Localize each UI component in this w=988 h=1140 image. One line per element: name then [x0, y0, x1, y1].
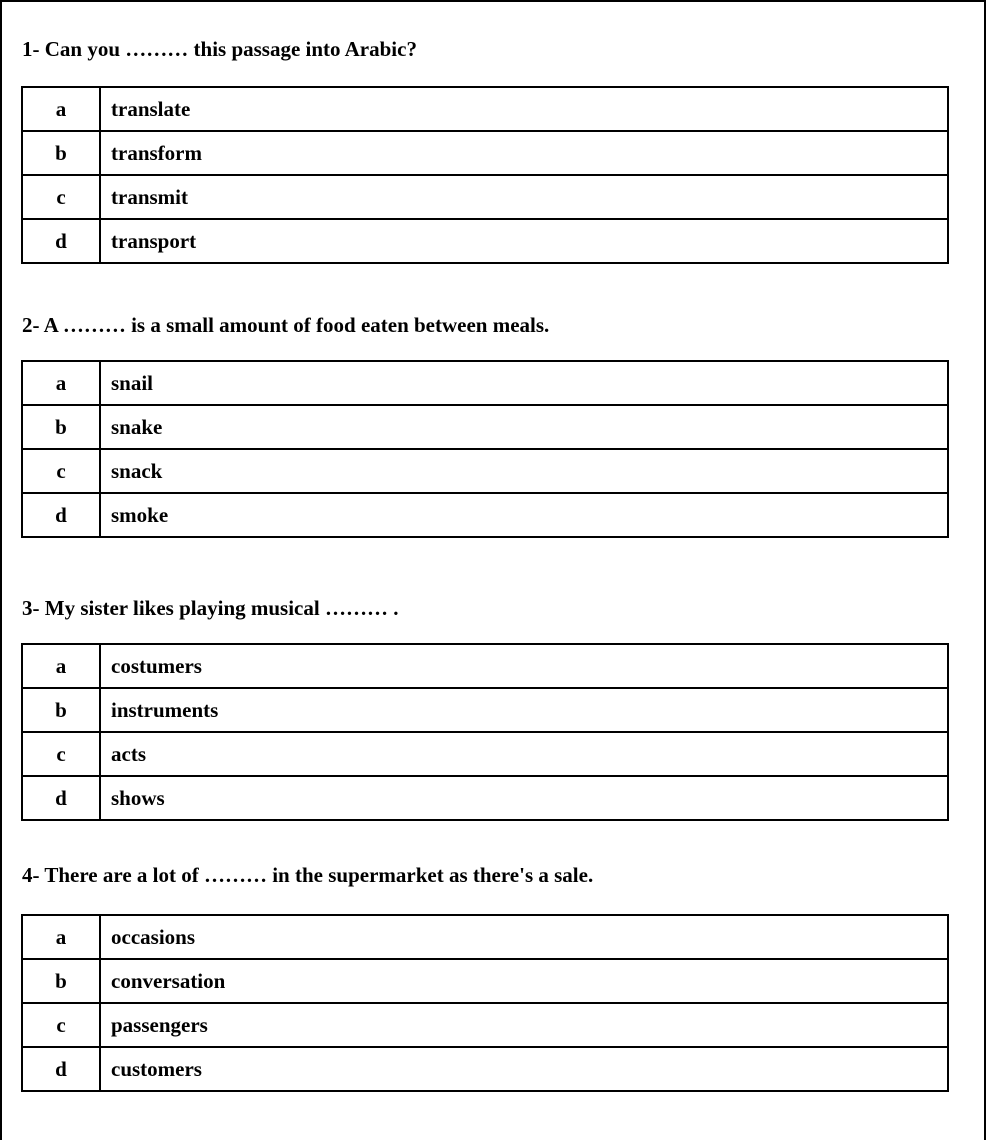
option-row[interactable]: [22, 175, 948, 219]
option-row[interactable]: [22, 361, 948, 405]
option-letter: b: [22, 405, 100, 449]
option-letter: b: [22, 688, 100, 732]
question-2-options: [21, 360, 949, 538]
option-row[interactable]: [22, 732, 948, 776]
option-row[interactable]: [22, 493, 948, 537]
option-row[interactable]: [22, 131, 948, 175]
option-letter: a: [22, 87, 100, 131]
option-row[interactable]: [22, 688, 948, 732]
option-text: transport: [100, 219, 948, 263]
option-text: customers: [100, 1047, 948, 1091]
question-1-prompt: 1- Can you ……… this passage into Arabic?: [22, 37, 417, 61]
option-text: transform: [100, 131, 948, 175]
option-letter: b: [22, 959, 100, 1003]
option-row[interactable]: [22, 1003, 948, 1047]
option-text: transmit: [100, 175, 948, 219]
option-text: occasions: [100, 915, 948, 959]
option-letter: a: [22, 915, 100, 959]
option-row[interactable]: [22, 219, 948, 263]
option-text: costumers: [100, 644, 948, 688]
option-row[interactable]: [22, 87, 948, 131]
option-text: instruments: [100, 688, 948, 732]
option-text: shows: [100, 776, 948, 820]
option-letter: c: [22, 732, 100, 776]
question-2-prompt: 2- A ……… is a small amount of food eaten between meals.: [22, 313, 550, 337]
question-3-options: [21, 643, 949, 821]
option-row[interactable]: [22, 1047, 948, 1091]
option-letter: d: [22, 493, 100, 537]
question-3-prompt: 3- My sister likes playing musical ……… .: [22, 596, 399, 620]
option-row[interactable]: [22, 915, 948, 959]
option-letter: d: [22, 219, 100, 263]
option-text: smoke: [100, 493, 948, 537]
option-text: translate: [100, 87, 948, 131]
question-4-prompt: 4- There are a lot of ……… in the supermarket as there's a sale.: [22, 863, 594, 887]
option-letter: b: [22, 131, 100, 175]
option-letter: a: [22, 361, 100, 405]
option-row[interactable]: [22, 449, 948, 493]
option-text: passengers: [100, 1003, 948, 1047]
option-text: snail: [100, 361, 948, 405]
question-1-options: [21, 86, 949, 264]
option-letter: d: [22, 776, 100, 820]
option-row[interactable]: [22, 776, 948, 820]
question-4-options: [21, 914, 949, 1092]
option-letter: c: [22, 449, 100, 493]
option-text: snake: [100, 405, 948, 449]
option-letter: c: [22, 1003, 100, 1047]
option-row[interactable]: [22, 405, 948, 449]
option-row[interactable]: [22, 644, 948, 688]
option-letter: d: [22, 1047, 100, 1091]
option-letter: a: [22, 644, 100, 688]
option-letter: c: [22, 175, 100, 219]
option-text: snack: [100, 449, 948, 493]
option-text: conversation: [100, 959, 948, 1003]
option-row[interactable]: [22, 959, 948, 1003]
option-text: acts: [100, 732, 948, 776]
